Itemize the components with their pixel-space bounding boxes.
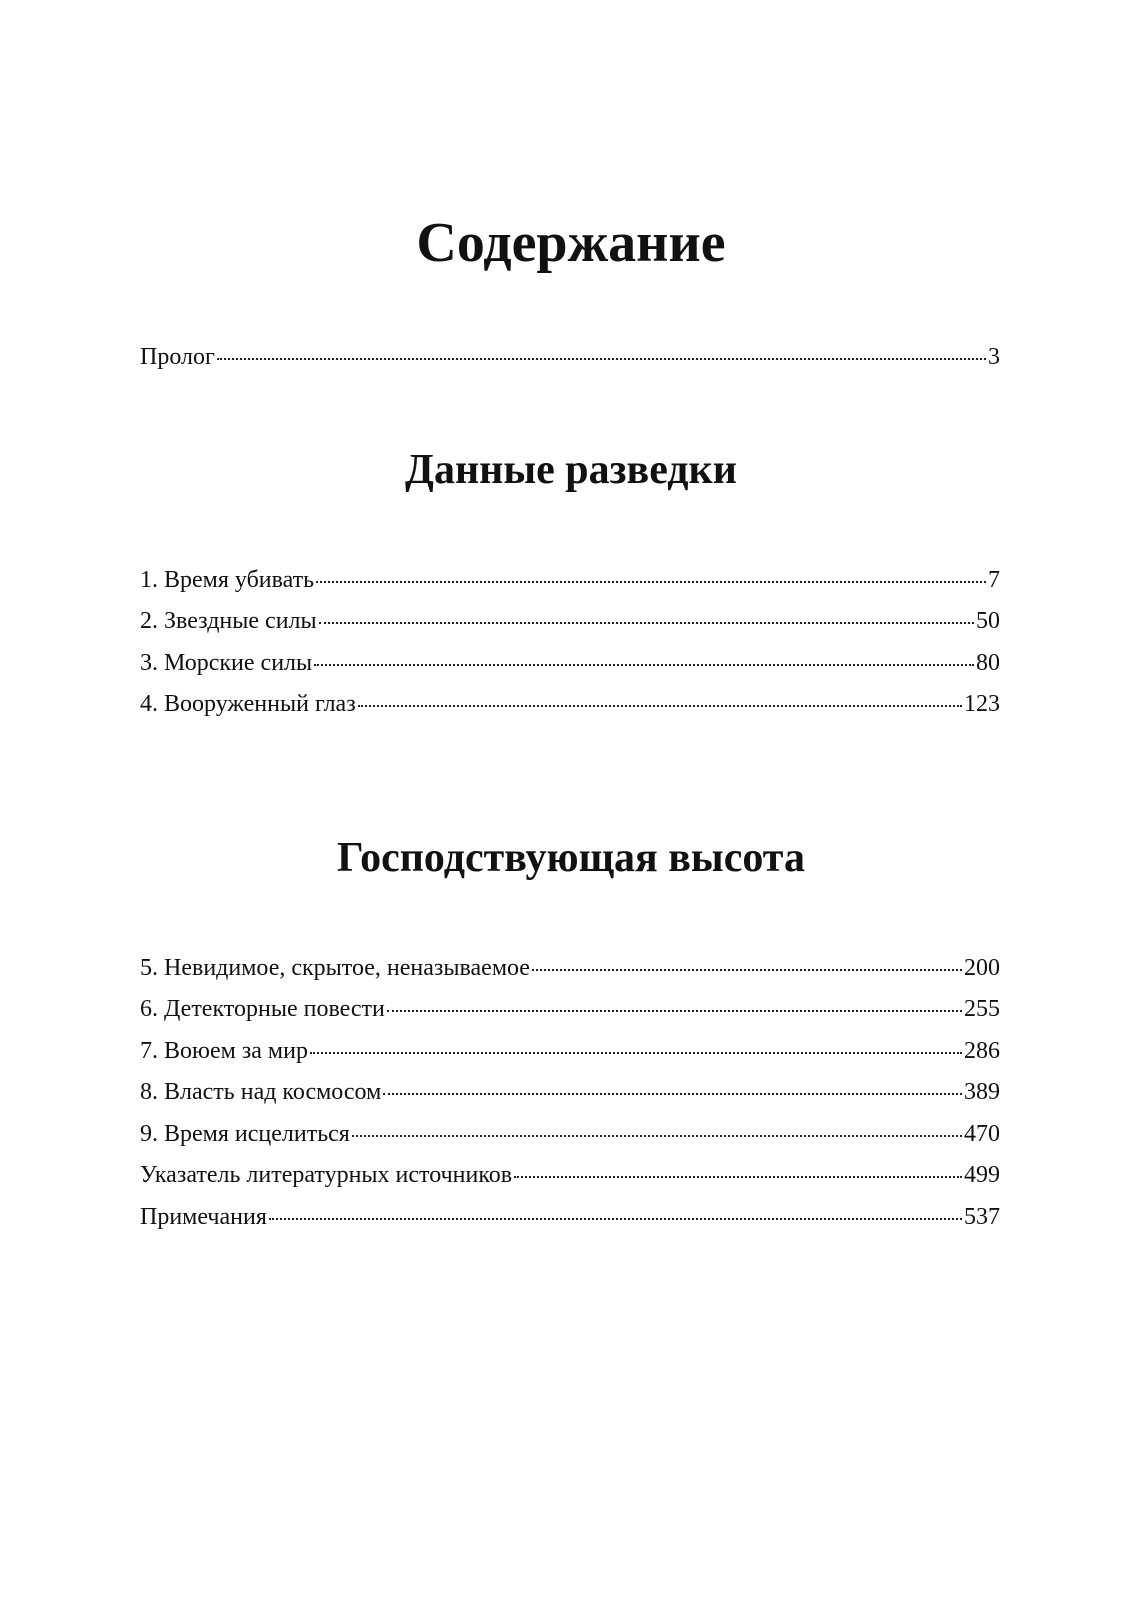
dot-leader [269, 1218, 962, 1220]
toc-entry-title: 6. Детекторные повести [140, 996, 385, 1022]
toc-entry-page: 80 [976, 650, 1000, 676]
toc-entry-title: Пролог [140, 344, 215, 370]
toc-entry[interactable] [140, 1077, 1000, 1107]
toc-entry-title: Указатель литературных источников [140, 1162, 513, 1188]
toc-entry-title: Примечания [140, 1204, 267, 1230]
toc-entry[interactable] [140, 1036, 1000, 1066]
dot-leader [532, 969, 962, 971]
section-title-intelligence: Данные разведки [405, 447, 737, 493]
toc-entry-page: 200 [964, 955, 1000, 981]
page-title: Содержание [416, 212, 726, 274]
dot-leader [352, 1135, 962, 1137]
toc-entry-title: 2. Звездные силы [140, 608, 317, 634]
toc-entry[interactable] [140, 953, 1000, 983]
toc-entry-page: 123 [964, 691, 1000, 717]
toc-entry-prologue[interactable] [140, 342, 1000, 372]
dot-leader [217, 358, 986, 360]
toc-entry-page: 537 [964, 1204, 1000, 1230]
toc-entry-page: 3 [988, 344, 1000, 370]
dot-leader [316, 581, 986, 583]
toc-entry-page: 7 [988, 567, 1000, 593]
toc-entry[interactable] [140, 648, 1000, 678]
toc-entry[interactable] [140, 1202, 1000, 1232]
dot-leader [310, 1052, 962, 1054]
toc-entry[interactable] [140, 1119, 1000, 1149]
toc-entry-page: 255 [964, 996, 1000, 1022]
dot-leader [514, 1176, 962, 1178]
dot-leader [319, 622, 974, 624]
dot-leader [314, 664, 974, 666]
dot-leader [383, 1093, 962, 1095]
toc-entry-title: 1. Время убивать [140, 567, 315, 593]
toc-entry-page: 470 [964, 1121, 1000, 1147]
toc-entry-title: 9. Время исцелиться [140, 1121, 350, 1147]
toc-entry-page: 499 [964, 1162, 1000, 1188]
section-title-high-ground: Господствующая высота [337, 835, 805, 881]
toc-entry-title: 5. Невидимое, скрытое, неназываемое [140, 955, 530, 981]
toc-entry[interactable] [140, 994, 1000, 1024]
dot-leader [358, 705, 962, 707]
toc-entry-title: 4. Вооруженный глаз [140, 691, 356, 717]
toc-entry[interactable] [140, 606, 1000, 636]
dot-leader [387, 1010, 962, 1012]
toc-entry-title: 7. Воюем за мир [140, 1038, 308, 1064]
toc-entry[interactable] [140, 1160, 1000, 1190]
toc-entry[interactable] [140, 565, 1000, 595]
toc-entry-page: 286 [964, 1038, 1000, 1064]
toc-entry[interactable] [140, 689, 1000, 719]
toc-entry-title: 3. Морские силы [140, 650, 313, 676]
toc-entry-page: 389 [964, 1079, 1000, 1105]
toc-entry-title: 8. Власть над космосом [140, 1079, 382, 1105]
toc-entry-page: 50 [976, 608, 1000, 634]
